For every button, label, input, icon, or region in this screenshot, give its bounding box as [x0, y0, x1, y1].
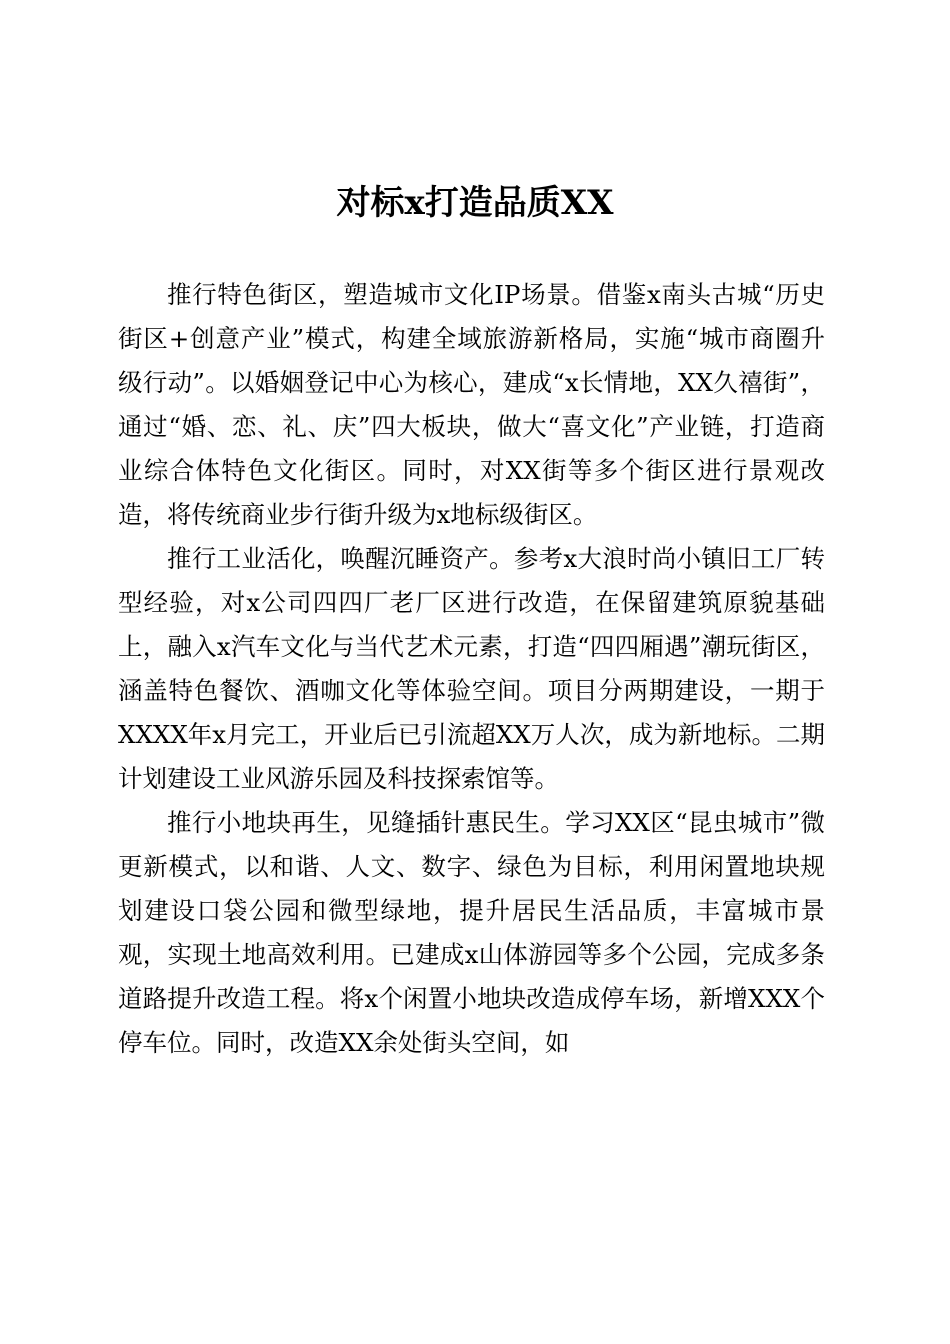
- paragraph-small-plot-regeneration: 推行小地块再生，见缝插针惠民生。学习XX区“昆虫城市”微更新模式，以和谐、人文、数字、绿色为目标，利用闲置地块规划建设口袋公园和微型绿地，提升居民生活品质，丰富城市景观，实现土地高效利用。已建成x山体游园等多个公园，完成多条道路提升改造工程。将x个闲置小地块改造成停车场，新增XXX个停车位。同时，改造XX余处街头空间，如: [118, 808, 825, 1057]
- document-title: 对标x打造品质XX: [336, 183, 614, 223]
- document-body: [118, 273, 825, 1065]
- paragraph-industrial-revitalization: 推行工业活化，唤醒沉睡资产。参考x大浪时尚小镇旧工厂转型经验，对x公司四四厂老厂区进行改造，在保留建筑原貌基础上，融入x汽车文化与当代艺术元素，打造“四四厢遇”潮玩街区，涵盖特色餐饮、酒咖文化等体验空间。项目分两期建设，一期于XXXX年x月完工，开业后已引流超XX万人次，成为新地标。二期计划建设工业风游乐园及科技探索馆等。: [118, 544, 825, 793]
- paragraph-special-streets: 推行特色街区，塑造城市文化IP场景。借鉴x南头古城“历史街区+创意产业”模式，构建全域旅游新格局，实施“城市商圈升级行动”。以婚姻登记中心为核心，建成“x长情地，XX久禧街”，通过“婚、恋、礼、庆”四大板块，做大“喜文化”产业链，打造商业综合体特色文化街区。同时，对XX街等多个街区进行景观改造，将传统商业步行街升级为x地标级街区。: [118, 280, 825, 529]
